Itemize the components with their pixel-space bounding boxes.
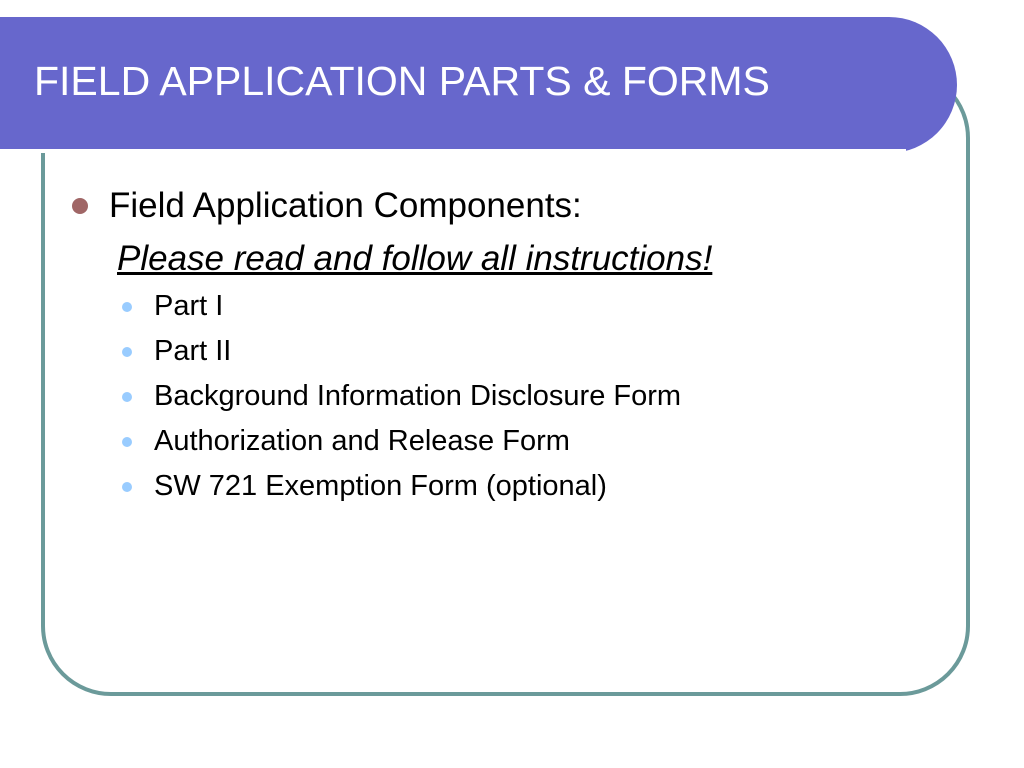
- sub-bullet-dot-icon: [122, 392, 132, 402]
- instruction-text: Please read and follow all instructions!: [117, 239, 713, 278]
- list-item: [122, 464, 681, 509]
- list-item-label: Authorization and Release Form: [154, 425, 570, 457]
- list-item: [122, 374, 681, 419]
- main-bullet: [72, 183, 582, 229]
- bullet-dot-icon: [72, 198, 88, 214]
- slide-title: FIELD APPLICATION PARTS & FORMS: [34, 58, 770, 104]
- title-underline: [0, 149, 906, 153]
- list-item-label: Part I: [154, 290, 224, 322]
- list-item: [122, 419, 681, 464]
- sub-bullet-dot-icon: [122, 437, 132, 447]
- list-item-label: Background Information Disclosure Form: [154, 380, 682, 412]
- sub-bullet-dot-icon: [122, 347, 132, 357]
- sub-bullet-dot-icon: [122, 302, 132, 312]
- list-item: [122, 284, 681, 329]
- sub-bullet-dot-icon: [122, 482, 132, 492]
- list-item: [122, 329, 681, 374]
- sub-bullet-list: [122, 284, 681, 509]
- list-item-label: Part II: [154, 335, 232, 367]
- list-item-label: SW 721 Exemption Form (optional): [154, 470, 607, 502]
- main-bullet-text: Field Application Components:: [109, 186, 582, 225]
